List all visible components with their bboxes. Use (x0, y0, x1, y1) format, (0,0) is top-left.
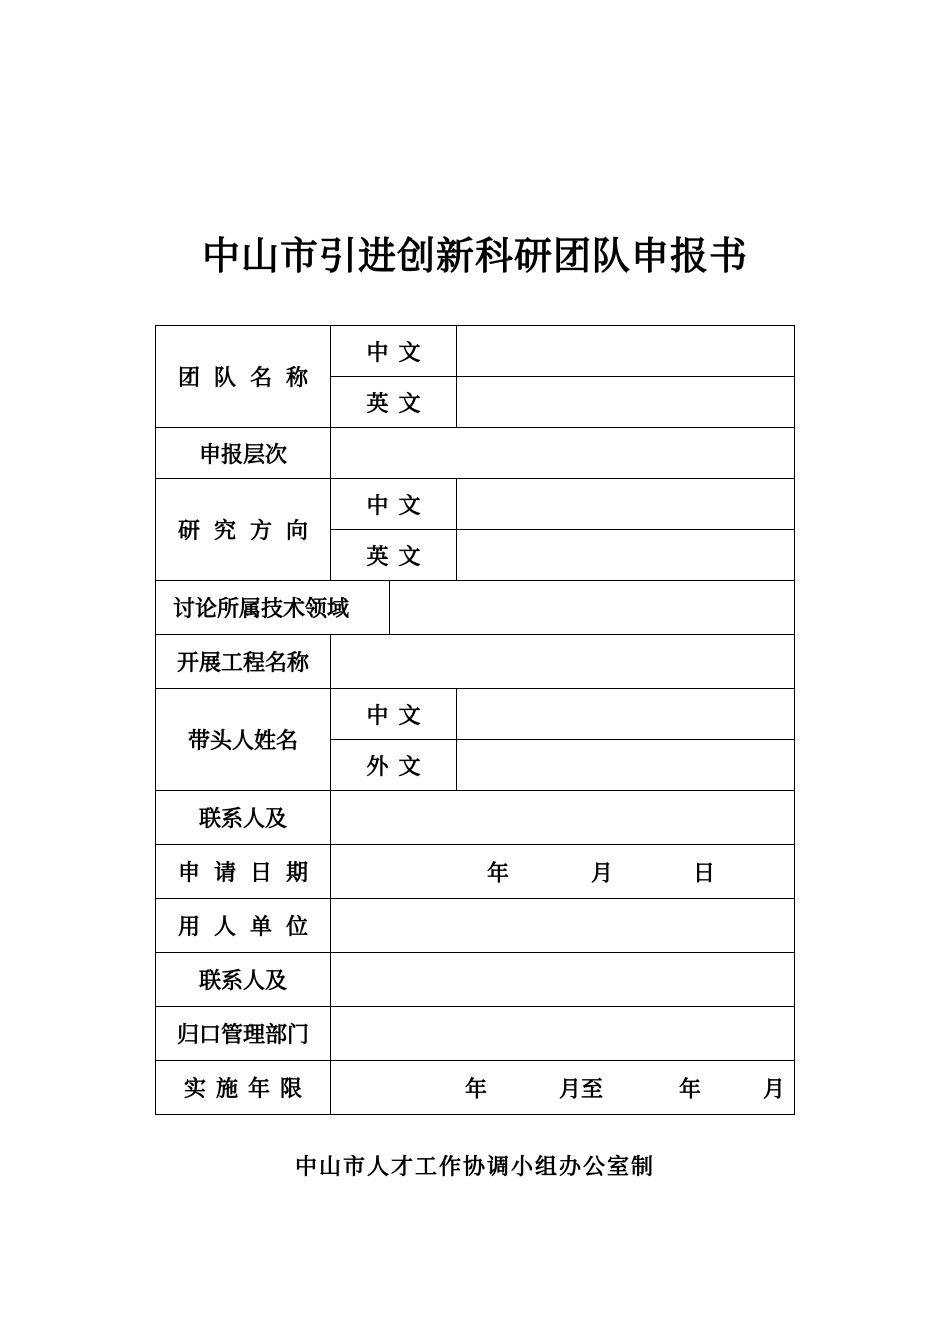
contact-1-field[interactable] (331, 791, 795, 845)
tech-field-field[interactable] (390, 581, 795, 635)
dept-label: 归口管理部门 (156, 1007, 331, 1061)
period-month-end-unit: 月 (763, 1076, 786, 1102)
contact-2-label: 联系人及 (156, 953, 331, 1007)
leader-name-foreign-field[interactable] (457, 740, 795, 791)
project-name-field[interactable] (331, 635, 795, 689)
research-direction-cn-field[interactable] (457, 479, 795, 530)
period-month-to-unit: 月至 (559, 1076, 604, 1102)
employer-field[interactable] (331, 899, 795, 953)
employer-label: 用人单位 (156, 899, 331, 953)
apply-date-year-unit: 年 (487, 860, 510, 886)
team-name-cn-field[interactable] (457, 326, 795, 377)
leader-name-cn-field[interactable] (457, 689, 795, 740)
project-name-label: 开展工程名称 (156, 635, 331, 689)
period-label: 实施年限 (156, 1061, 331, 1115)
leader-name-label: 带头人姓名 (156, 689, 331, 791)
level-label: 申报层次 (156, 428, 331, 479)
contact-2-field[interactable] (331, 953, 795, 1007)
apply-date-month-unit: 月 (591, 860, 614, 886)
research-direction-en-field[interactable] (457, 530, 795, 581)
leader-name-cn-label: 中文 (331, 689, 457, 740)
apply-date-day-unit: 日 (693, 860, 716, 886)
application-form-table (155, 325, 795, 1115)
contact-1-label: 联系人及 (156, 791, 331, 845)
document-title: 中山市引进创新科研团队申报书 (201, 234, 748, 278)
level-field[interactable] (331, 428, 795, 479)
research-direction-en-label: 英文 (331, 530, 457, 581)
period-field[interactable] (331, 1061, 795, 1115)
team-name-label: 团队名称 (156, 326, 331, 428)
tech-field-label: 讨论所属技术领域 (156, 581, 390, 635)
team-name-cn-label: 中文 (331, 326, 457, 377)
issuer-footer: 中山市人才工作协调小组办公室制 (294, 1154, 655, 1180)
leader-name-foreign-label: 外文 (331, 740, 457, 791)
apply-date-field[interactable] (331, 845, 795, 899)
team-name-en-field[interactable] (457, 377, 795, 428)
research-direction-cn-label: 中文 (331, 479, 457, 530)
research-direction-label: 研究方向 (156, 479, 331, 581)
dept-field[interactable] (331, 1007, 795, 1061)
apply-date-label: 申请日期 (156, 845, 331, 899)
period-year-start-unit: 年 (465, 1076, 488, 1102)
team-name-en-label: 英文 (331, 377, 457, 428)
period-year-end-unit: 年 (679, 1076, 702, 1102)
